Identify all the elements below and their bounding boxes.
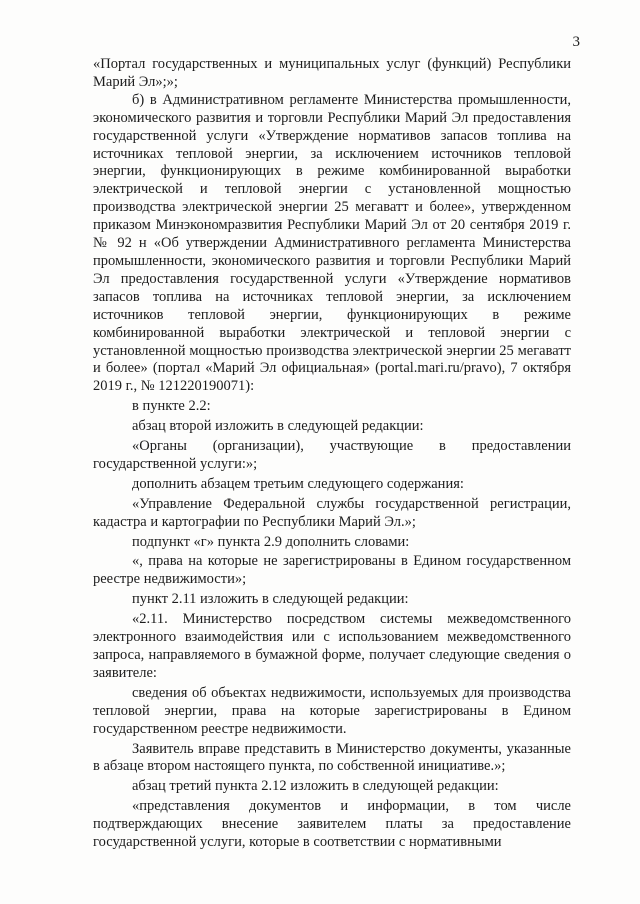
paragraph: подпункт «г» пункта 2.9 дополнить словами: (132, 533, 410, 550)
paragraph: сведения об объектах недвижимости, используемых для производства тепловой энергии, права на которые зарегистрированы в Едином государственном реестре недвижимости. (93, 684, 571, 737)
paragraph: пункт 2.11 изложить в следующей редакции: (132, 591, 409, 608)
paragraph: «Управление Федеральной службы государственной регистрации, кадастра и картографии по Республики Марий Эл.»; (93, 495, 571, 530)
paragraph: «, права на которые не зарегистрированы в Едином государственном реестре недвижимости»; (93, 553, 571, 588)
paragraph: «Портал государственных и муниципальных услуг (функций) Республики Марий Эл»;»; (93, 56, 571, 90)
paragraph: «Органы (организации), участвующие в предоставлении государственной услуги:»; (93, 438, 571, 472)
paragraph: б) в Административном регламенте Министерства промышленности, экономического развития и торговли Республики Марий Эл предоставления государственной услуги «Утверждение нормативов запасов топлива на источниках тепловой энергии, за исключением источников тепловой энергии, функционирующих в режиме комбинированной выработки электрической и тепловой энергии с установленной мощностью производства электрической энергии 25 мегаватт и более», утвержденном приказом Минэкономразвития Республики Марий Эл от 20 сентября 2019 г. № 92 н «Об утверждении Административного регламента Министерства промышленности, экономического развития и торговли Республики Марий Эл предоставления государственной услуги «Утверждение нормативов запасов топлива на источниках тепловой энергии, за исключением источников тепловой энергии, функционирующих в режиме комбинированной выработки электрической и тепловой энергии с установленной мощностью производства электрической энергии 25 мегаватт и более» (портал «Марий Эл официальная» (portal.mari.ru/pravo), 7 октября 2019 г., № 121220190071): (93, 91, 571, 395)
paragraph: «представления документов и информации, в том числе подтверждающих внесение заявителем платы за предоставление государственной услуги, которые в соответствии с нормативными (93, 798, 571, 851)
paragraph: абзац второй изложить в следующей редакции: (132, 418, 424, 435)
paragraph: дополнить абзацем третьим следующего содержания: (132, 475, 464, 492)
paragraph: Заявитель вправе представить в Министерство документы, указанные в абзаце втором настоящего пункта, по собственной инициативе.»; (93, 740, 571, 775)
paragraph: в пункте 2.2: (132, 398, 211, 415)
page-number: 3 (572, 34, 580, 50)
paragraph: «2.11. Министерство посредством системы межведомственного электронного взаимодействия или с использованием межведомственного запроса, направляемого в бумажной форме, получает следующие сведения о заявителе: (93, 611, 571, 681)
paragraph: абзац третий пункта 2.12 изложить в следующей редакции: (132, 778, 499, 795)
document-body (93, 56, 571, 852)
